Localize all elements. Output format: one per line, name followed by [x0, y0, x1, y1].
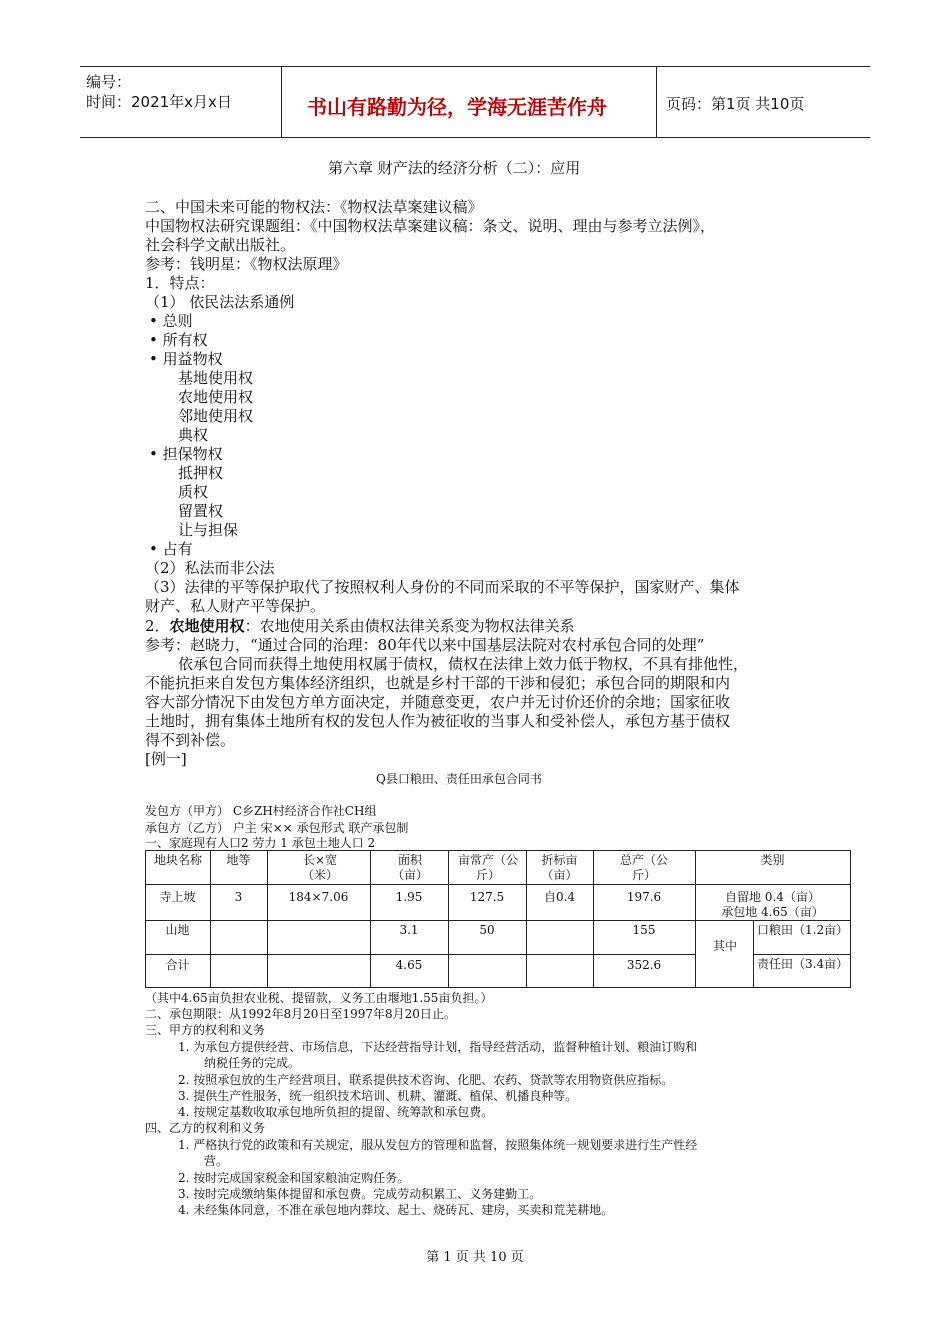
- list-item: 4. 按规定基数收取承包地所负担的提留、统筹款和承包费。: [178, 1105, 494, 1119]
- text-line: （2）私法而非公法: [145, 559, 275, 577]
- list-item: 2. 按时完成国家税金和国家粮油定购任务。: [178, 1171, 410, 1185]
- table-cell: 50: [479, 923, 495, 937]
- chapter-title: 第六章 财产法的经济分析（二）：应用: [328, 159, 581, 177]
- list-item: 3. 提供生产性服务，统一组织技术培训、机耕、灌溉、植保、机播良种等。: [178, 1089, 578, 1103]
- table-cell: 197.6: [626, 890, 662, 904]
- text-line: 1．特点：: [145, 274, 215, 292]
- table-cell: 3.1: [399, 923, 419, 937]
- page-header: [80, 66, 870, 138]
- table-rule: [753, 920, 754, 988]
- text-line: 中国物权法研究课题组：《中国物权法草案建议稿：条文、说明、理由与参考立法例》，: [145, 217, 716, 235]
- table-cell: 3: [234, 890, 243, 904]
- bullet-item: • 用益物权: [149, 350, 223, 368]
- section-heading: 三、甲方的权利和义务: [145, 1023, 266, 1037]
- table-cell-zeren: 责任田（3.4亩）: [757, 957, 849, 971]
- text-line: （1） 依民法法系通例: [145, 293, 295, 311]
- table-header: 类别: [760, 853, 785, 867]
- list-item: 3. 按时完成缴纳集体提留和承包费。完成劳动积累工、义务建勤工。: [178, 1187, 542, 1201]
- text-line: 二、中国未来可能的物权法：《物权法草案建议稿》: [145, 198, 483, 216]
- section-number: 2．: [145, 617, 170, 635]
- list-item: 1. 严格执行党的政策和有关规定，服从发包方的管理和监督，按照集体统一规划要求进行生产性经: [178, 1138, 698, 1152]
- table-header: 总产（公斤）: [619, 853, 668, 882]
- sub-item: 基地使用权: [178, 369, 254, 387]
- bullet-item: • 占有: [149, 540, 193, 558]
- sub-item: 质权: [178, 483, 209, 501]
- bullet-item: • 总则: [149, 312, 193, 330]
- table-cell-kouliang: 口粮田（1.2亩）: [757, 923, 849, 937]
- table-cell: 自0.4: [543, 890, 576, 904]
- list-item: 纳税任务的完成。: [204, 1056, 301, 1070]
- table-cell: 承包地 4.65（亩）: [721, 905, 824, 919]
- page-footer: 第 1 页 共 10 页: [426, 1250, 524, 1265]
- header-divider: [281, 67, 282, 137]
- table-rule: [145, 850, 851, 851]
- sub-item: 让与担保: [178, 521, 239, 539]
- table-header: 地块名称: [153, 853, 202, 867]
- text-line: [例一]: [145, 750, 187, 768]
- section-heading: 四、乙方的权利和义务: [145, 1121, 266, 1135]
- contract-table: [145, 850, 851, 988]
- table-rule: [210, 850, 211, 988]
- sub-item: 抵押权: [178, 464, 224, 482]
- table-cell: 寺上坡: [159, 890, 196, 904]
- table-header: 折标亩（亩）: [541, 853, 578, 882]
- table-rule: [145, 920, 851, 921]
- table-cell-qizhong: 其中: [712, 939, 737, 953]
- table-note: （其中4.65亩负担农业税、提留款，义务工由堰地1.55亩负担。）: [145, 991, 493, 1005]
- sub-item: 邻地使用权: [178, 407, 254, 425]
- table-rule: [753, 954, 851, 955]
- contract-title: Q县口粮田、责任田承包合同书: [376, 772, 542, 786]
- text-line: 依承包合同而获得土地使用权属于债权，债权在法律上效力低于物权，不具有排他性，: [178, 655, 749, 673]
- text-line: 土地时，拥有集体土地所有权的发包人作为被征收的当事人和受补偿人，承包方基于债权: [145, 712, 731, 730]
- table-rule: [448, 850, 449, 988]
- table-cell: 184×7.06: [288, 890, 349, 904]
- party-b: 承包方（乙方） 户主 宋×× 承包形式 联产承包制: [145, 821, 409, 835]
- table-cell: 155: [632, 923, 656, 937]
- bullet-item: • 所有权: [149, 331, 208, 349]
- household-info: 一、家庭现有人口2 劳力 1 承包土地人口 2: [145, 836, 376, 850]
- section-rest: ：农地使用关系由债权法律关系变为物权法律关系: [244, 617, 575, 635]
- list-item: 营。: [204, 1154, 229, 1168]
- table-cell: 自留地 0.4（亩）: [725, 890, 820, 904]
- text-line: 不能抗拒来自发包方集体经济组织，也就是乡村干部的干涉和侵犯；承包合同的期限和内: [145, 674, 731, 692]
- page-info: 页码：第1页 共10页: [666, 95, 805, 113]
- contract-term: 二、承包期限：从1992年8月20日至1997年8月20日止。: [145, 1007, 456, 1021]
- number-label: 编号：: [86, 73, 132, 91]
- motto: 书山有路勤为径，学海无涯苦作舟: [307, 95, 607, 119]
- table-cell: 合计: [165, 958, 190, 972]
- section-bold-term: 农地使用权: [169, 617, 245, 635]
- table-rule: [145, 987, 851, 988]
- table-header: 地等: [226, 853, 251, 867]
- table-rule: [850, 850, 851, 988]
- sub-item: 农地使用权: [178, 388, 254, 406]
- table-header: 面积（亩）: [391, 853, 428, 882]
- bullet-item: • 担保物权: [149, 445, 223, 463]
- section-heading: [145, 617, 575, 636]
- list-item: 1. 为承包方提供经营、市场信息，下达经营指导计划，指导经营活动，监督种植计划、粮油订购和: [178, 1040, 698, 1054]
- table-cell: 352.6: [626, 958, 662, 972]
- party-a: 发包方（甲方） C乡ZH村经济合作社CH组: [145, 804, 377, 818]
- text-line: （3）法律的平等保护取代了按照权利人身份的不同而采取的不平等保护，国家财产、集体: [145, 578, 740, 596]
- table-rule: [145, 954, 695, 955]
- table-cell: 4.65: [395, 958, 423, 972]
- sub-item: 典权: [178, 426, 209, 444]
- time-label: 时间：2021年x月x日: [86, 93, 232, 111]
- table-rule: [526, 850, 527, 988]
- table-cell: 127.5: [469, 890, 505, 904]
- table-cell: 山地: [165, 923, 190, 937]
- sub-item: 留置权: [178, 502, 224, 520]
- table-cell: 1.95: [395, 890, 423, 904]
- text-line: 参考：钱明星：《物权法原理》: [145, 255, 348, 273]
- table-header: 亩常产（公斤）: [457, 853, 518, 882]
- table-header: 长×宽（米）: [301, 853, 338, 882]
- text-line: 参考：赵晓力，“通过合同的治理：80年代以来中国基层法院对农村承包合同的处理”: [145, 636, 705, 654]
- text-line: 容大部分情况下由发包方单方面决定，并随意变更，农户并无讨价还价的余地；国家征收: [145, 693, 731, 711]
- list-item: 2. 按照承包放的生产经营项目，联系提供技术咨询、化肥、农药、贷款等农用物资供应指标。: [178, 1073, 674, 1087]
- table-rule: [267, 850, 268, 988]
- header-divider: [656, 67, 657, 137]
- text-line: 得不到补偿。: [145, 731, 236, 749]
- table-rule: [145, 884, 851, 885]
- list-item: 4. 未经集体同意，不准在承包地内葬坟、起土、烧砖瓦、建房，买卖和荒芜耕地。: [178, 1203, 614, 1217]
- text-line: 社会科学文献出版社。: [145, 236, 296, 254]
- text-line: 财产、私人财产平等保护。: [145, 597, 326, 615]
